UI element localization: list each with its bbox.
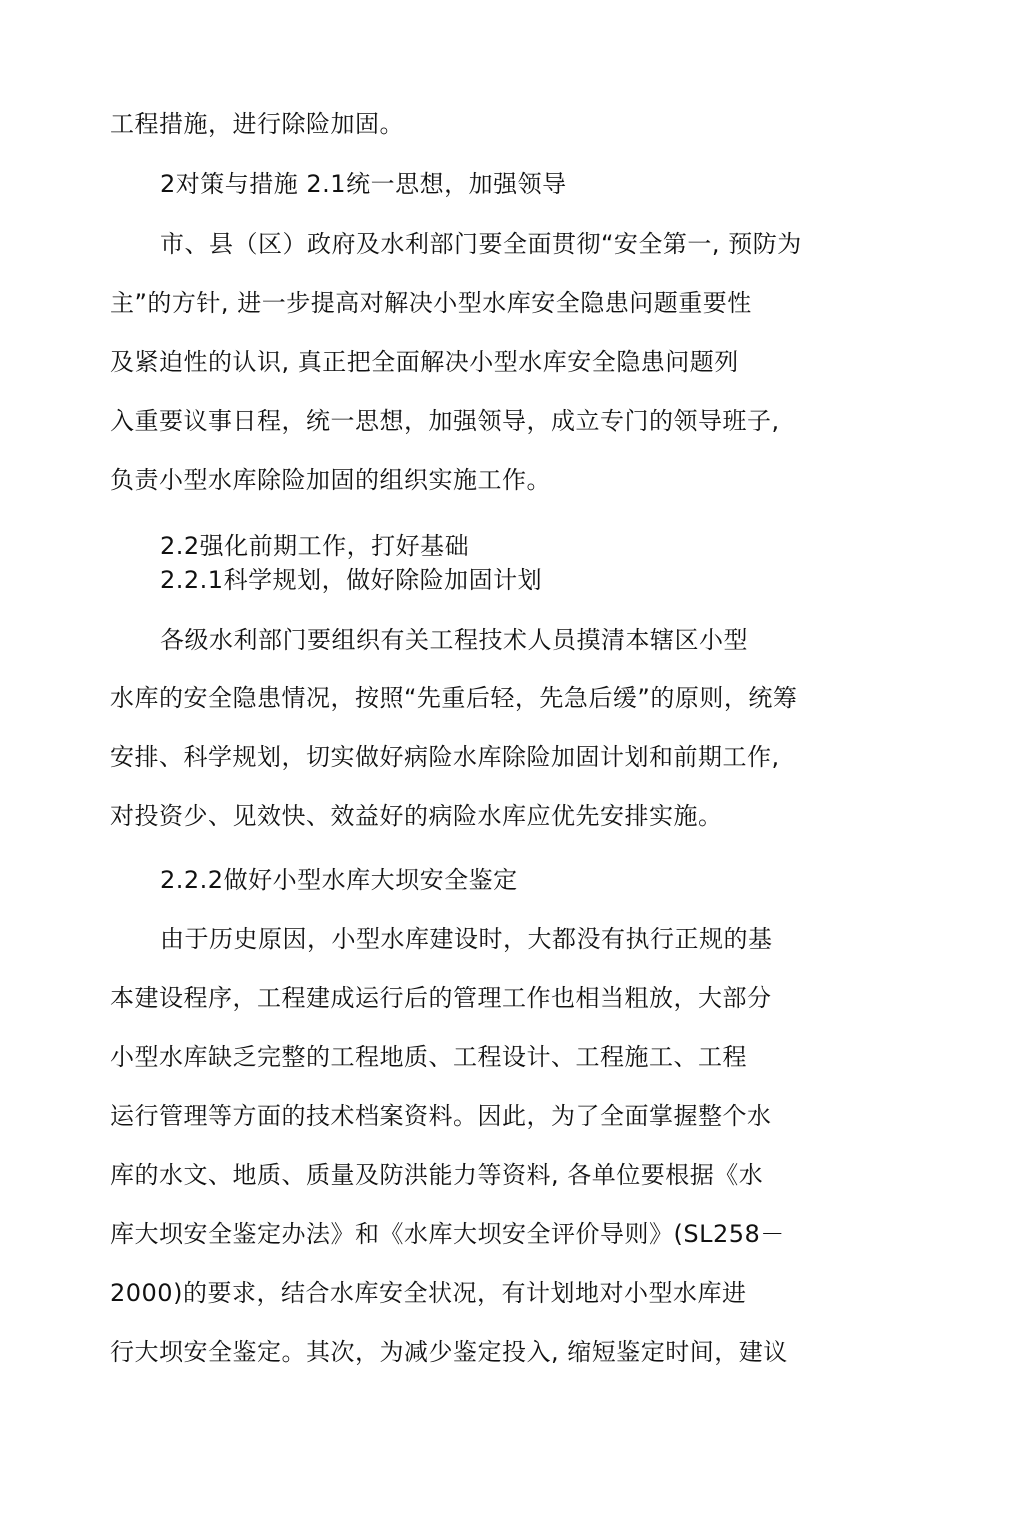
text-line: 库大坝安全鉴定办法》和《水库大坝安全评价导则》(SL258－ — [110, 1220, 785, 1248]
text-line: 小型水库缺乏完整的工程地质、工程设计、工程施工、工程 — [110, 1043, 747, 1071]
subsection-heading: 2.2.1科学规划，做好除险加固计划 — [160, 566, 543, 594]
text-line: 工程措施，进行除险加固。 — [110, 110, 404, 138]
text-line: 由于历史原因，小型水库建设时，大都没有执行正规的基 — [160, 925, 773, 953]
text-line: 负责小型水库除险加固的组织实施工作。 — [110, 466, 551, 494]
text-line: 2000)的要求，结合水库安全状况，有计划地对小型水库进 — [110, 1279, 747, 1307]
text-line: 各级水利部门要组织有关工程技术人员摸清本辖区小型 — [160, 626, 748, 654]
text-line: 行大坝安全鉴定。其次，为减少鉴定投入, 缩短鉴定时间，建议 — [110, 1338, 788, 1366]
text-line: 对投资少、见效快、效益好的病险水库应优先安排实施。 — [110, 802, 723, 830]
text-line: 主”的方针, 进一步提高对解决小型水库安全隐患问题重要性 — [110, 289, 752, 317]
text-line: 运行管理等方面的技术档案资料。因此，为了全面掌握整个水 — [110, 1102, 772, 1130]
section-heading: 2对策与措施 2.1统一思想，加强领导 — [160, 170, 567, 198]
subsection-heading: 2.2.2做好小型水库大坝安全鉴定 — [160, 866, 518, 894]
text-line: 库的水文、地质、质量及防洪能力等资料, 各单位要根据《水 — [110, 1161, 764, 1189]
text-line: 入重要议事日程，统一思想，加强领导，成立专门的领导班子, — [110, 407, 780, 435]
text-line: 本建设程序，工程建成运行后的管理工作也相当粗放，大部分 — [110, 984, 772, 1012]
text-line: 安排、科学规划，切实做好病险水库除险加固计划和前期工作, — [110, 743, 780, 771]
text-line: 市、县（区）政府及水利部门要全面贯彻“安全第一, 预防为 — [160, 230, 802, 258]
section-heading: 2.2强化前期工作，打好基础 — [160, 532, 470, 560]
text-line: 水库的安全隐患情况，按照“先重后轻，先急后缓”的原则，统筹 — [110, 684, 798, 712]
text-line: 及紧迫性的认识, 真正把全面解决小型水库安全隐患问题列 — [110, 348, 739, 376]
